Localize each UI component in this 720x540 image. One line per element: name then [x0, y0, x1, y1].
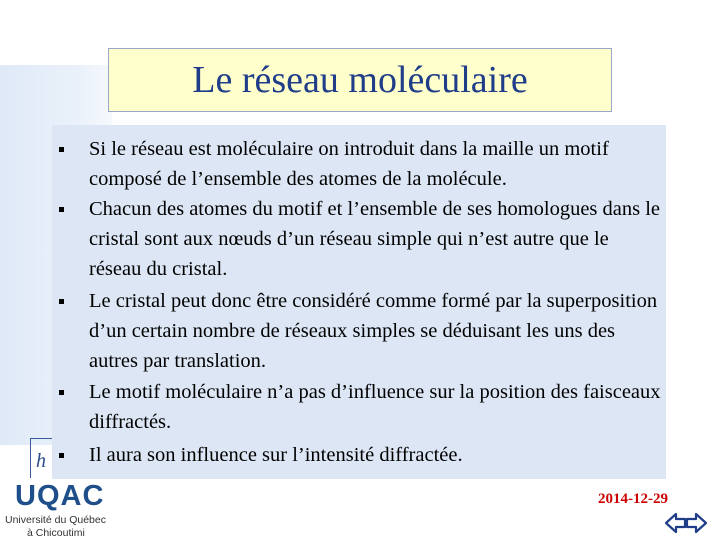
bullet-text: Le cristal peut donc être considéré comme formé par la superposition d’un certain nombre de réseaux simples se déduisant les uns des autres par translation. — [89, 290, 658, 372]
bullet-square-icon — [59, 207, 64, 212]
logo-subtitle-line1: Université du Québec — [5, 514, 106, 526]
slide-date: 2014-12-29 — [598, 491, 668, 507]
decorative-line-vertical — [30, 438, 31, 478]
navigation-arrows-icon[interactable] — [664, 511, 708, 535]
logo-name: UQAC — [15, 480, 105, 512]
corner-text: h — [36, 450, 46, 472]
bullet-square-icon — [59, 299, 64, 304]
bullet-square-icon — [59, 147, 64, 152]
bullet-text: Chacun des atomes du motif et l’ensemble de ses homologues dans le cristal sont aux nœuds d’un réseau simple qui n’est autre que le réseau du cristal. — [89, 198, 661, 280]
nav-arrows-svg — [664, 511, 708, 535]
bullet-square-icon — [59, 453, 64, 458]
bullet-square-icon — [59, 390, 64, 395]
bullet-text: Le motif moléculaire n’a pas d’influence sur la position des faisceaux diffractés. — [89, 381, 661, 433]
bullet-text: Si le réseau est moléculaire on introduit dans la maille un motif composé de l’ensemble des atomes de la molécule. — [89, 138, 609, 190]
logo-subtitle-line2: à Chicoutimi — [27, 527, 85, 539]
slide-title: Le réseau moléculaire — [192, 59, 528, 101]
content-box — [52, 125, 666, 479]
bullet-text: Il aura son influence sur l’intensité diffractée. — [89, 444, 463, 466]
uqac-logo — [5, 480, 123, 540]
title-box — [108, 48, 612, 112]
